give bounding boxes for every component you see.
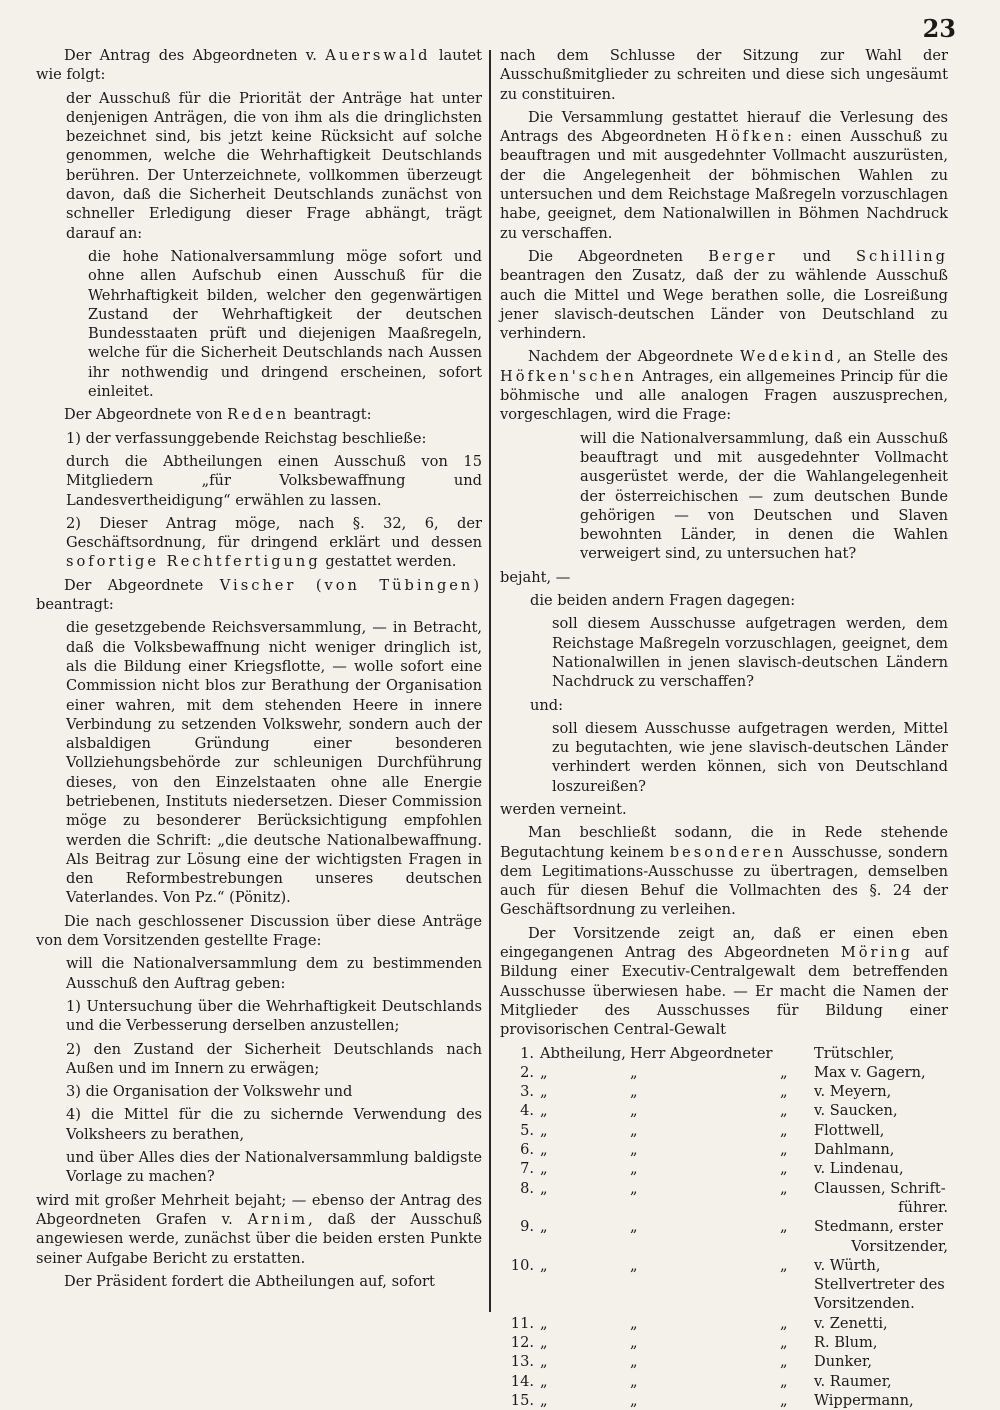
members-table [500, 1044, 948, 1410]
member-no: 2. [520, 1063, 534, 1081]
table-row [500, 1140, 948, 1159]
member-a: „ [540, 1141, 548, 1159]
paragraph: bejaht, — [500, 568, 571, 586]
member-no: 3. [520, 1083, 534, 1101]
member-a: Abtheilung, [540, 1044, 626, 1062]
member-no: 8. [520, 1179, 534, 1197]
member-no: 6. [520, 1141, 534, 1159]
member-b: „ [630, 1353, 638, 1371]
member-b: „ [630, 1160, 638, 1178]
member-no: 12. [510, 1334, 534, 1351]
member-b: „ [630, 1141, 638, 1159]
member-name: v. Lindenau, [814, 1160, 904, 1178]
table-row [500, 1179, 948, 1218]
member-c: „ [780, 1160, 788, 1178]
member-name: Trütschler, [814, 1044, 895, 1062]
table-row [500, 1372, 948, 1391]
member-name: v. Würth, Stellvertreter des Vorsitzenden. [814, 1256, 945, 1313]
member-name: Dahlmann, [814, 1141, 895, 1159]
member-a: „ [540, 1121, 548, 1139]
member-b: „ [630, 1063, 638, 1081]
member-a: „ [540, 1160, 548, 1178]
member-b: „ [630, 1121, 638, 1139]
member-b: „ [630, 1083, 638, 1101]
member-c: „ [780, 1391, 788, 1409]
member-no: 14. [510, 1372, 534, 1390]
paragraph: die gesetzgebende Reichsversammlung, — in Betracht, daß die Volksbewaffnung nicht weniger dringlich ist, als die Bildung einer Kriegsflotte, — wolle sofort eine Commission nicht blos zur Berathung der Organisation einer wahren, mit dem stehenden Heere in innere Verbindung zu setzenden Volkswehr, sondern auch der alsbaldigen Gründung einer besonderen Vollziehungsbehörde zur schleunigen Durchführung dieses, von den Einzelstaaten ohne alle Energie betriebenen, Instituts niedersetzen. Dieser Commission möge zu besonderer Berücksichtigung empfohlen werden die Schrift: „die deutsche Nationalbewaffnung. Als Beitrag zur Lösung eine der wichtigsten Fragen in den Reformbestrebungen unseres deutschen Vaterlandes. Von Pz.“ (Pönitz). [66, 619, 482, 907]
table-row [500, 1333, 948, 1352]
member-name: Flottwell, [814, 1121, 885, 1139]
paragraph: Die Versammlung gestattet hierauf die Verlesung des Antrags des Abgeordneten Höfken: einen Ausschuß zu beauftragen und mit ausgedehnter Vollmacht auszurüsten, der die Angelegenheit der böhmischen Wahlen zu untersuchen und dem Reichstage Maßregeln vorzuschlagen habe, geeignet, dem Nationalwillen in Böhmen Nachdruck zu verschaffen. [500, 108, 948, 242]
member-name: v. Zenetti, [814, 1314, 888, 1332]
paragraph: und: [530, 696, 564, 714]
paragraph: 2) Dieser Antrag möge, nach §. 32, 6, der Geschäftsordnung, für dringend erklärt und dessen sofortige Rechtfertigung gestattet werden. [66, 514, 482, 571]
member-c: „ [780, 1141, 788, 1159]
member-a: „ [540, 1218, 548, 1236]
paragraph: Die nach geschlossener Discussion über diese Anträge von dem Vorsitzenden gestellte Frage: [36, 912, 482, 950]
member-a: „ [540, 1063, 548, 1081]
table-row [500, 1314, 948, 1333]
table-row [500, 1121, 948, 1140]
paragraph: Der Präsident fordert die Abtheilungen auf, sofort [64, 1272, 435, 1290]
paragraph: und über Alles dies der Nationalversammlung baldigste Vorlage zu machen? [66, 1149, 482, 1186]
member-a: „ [540, 1314, 548, 1332]
page-number: 23 [922, 14, 956, 43]
member-no: 7. [520, 1160, 534, 1178]
member-no: 15. [510, 1391, 534, 1409]
paragraph: will die Nationalversammlung, daß ein Ausschuß beauftragt und mit ausgedehnter Vollmacht ausgerüstet werde, der die Wahlangelegenheit der österreichischen — zum deutschen Bunde gehörigen — von Deutschen und Slaven bewohnten Länder, in denen die Wahlen verweigert sind, zu untersuchen hat? [580, 429, 948, 563]
list-item: 1) Untersuchung über die Wehrhaftigkeit Deutschlands und die Verbesserung derselben anzustellen; [66, 997, 482, 1035]
paragraph: 1) der verfassunggebende Reichstag beschließe: [66, 429, 427, 447]
paragraph: wird mit großer Mehrheit bejaht; — ebenso der Antrag des Abgeordneten Grafen v. Arnim, daß der Ausschuß angewiesen werde, zunächst über die beiden ersten Punkte seiner Aufgabe Bericht zu erstatten. [36, 1191, 482, 1267]
member-c: „ [780, 1121, 788, 1139]
member-c: „ [780, 1218, 788, 1236]
member-name: v. Raumer, [814, 1372, 892, 1390]
paragraph: Man beschließt sodann, die in Rede stehende Begutachtung keinem besonderen Ausschusse, sondern dem Legitimations-Ausschusse zu übertragen, demselben auch für diesen Behuf die Vollmachten des §. 24 der Geschäftsordnung zu verleihen. [500, 824, 949, 919]
member-name: v. Saucken, [814, 1102, 898, 1120]
member-b: „ [630, 1179, 638, 1197]
member-b: „ [630, 1391, 638, 1409]
member-c: „ [780, 1372, 788, 1390]
member-a: „ [540, 1256, 548, 1274]
table-row [500, 1159, 948, 1178]
table-row [500, 1256, 948, 1314]
table-row [500, 1101, 948, 1120]
list-item: 4) die Mittel für die zu sichernde Verwendung des Volksheers zu berathen, [66, 1106, 482, 1143]
member-name: v. Meyern, [814, 1083, 892, 1101]
member-extra: Vorsitzender, [851, 1237, 948, 1255]
table-row [500, 1063, 948, 1082]
member-b: „ [630, 1372, 638, 1390]
member-no: 9. [520, 1218, 534, 1236]
member-c: „ [780, 1314, 788, 1332]
member-a: „ [540, 1372, 548, 1390]
member-b: „ [630, 1102, 638, 1120]
member-c: „ [780, 1083, 788, 1101]
member-no: 11. [510, 1314, 534, 1332]
table-row [500, 1391, 948, 1410]
member-c: „ [780, 1063, 788, 1081]
member-no: 10. [510, 1256, 534, 1274]
member-no: 13. [510, 1353, 534, 1371]
member-no: 5. [520, 1121, 534, 1139]
paragraph: Die Abgeordneten Berger und Schilling beantragen den Zusatz, daß der zu wählende Ausschuß auch die Mittel und Wege berathen solle, die Losreißung jener slavisch-deutschen Länder von Deutschland zu verhindern. [500, 247, 949, 343]
paragraph: Der Antrag des Abgeordneten v. Auerswald lautet wie folgt: [36, 47, 482, 84]
paragraph: durch die Abtheilungen einen Ausschuß von 15 Mitgliedern „für Volksbewaffnung und Landesvertheidigung“ erwählen zu lassen. [66, 452, 482, 509]
member-a: „ [540, 1334, 548, 1351]
member-b: „ [630, 1218, 638, 1236]
member-name: Max v. Gagern, [814, 1063, 926, 1081]
member-c [780, 1044, 814, 1063]
member-name: R. Blum, [814, 1334, 878, 1351]
member-a: „ [540, 1391, 548, 1409]
left-column [36, 46, 482, 1295]
paragraph: nach dem Schlusse der Sitzung zur Wahl der Ausschußmitglieder zu schreiten und diese sich ungesäumt zu constituiren. [500, 47, 948, 103]
member-name: Claussen, Schrift- führer. [814, 1179, 948, 1216]
column-rule [489, 50, 491, 1312]
member-a: „ [540, 1353, 548, 1371]
paragraph: der Ausschuß für die Priorität der Anträge hat unter denjenigen Anträgen, die von ihm als die dringlichsten bezeichnet sind, bis jetzt keine Rücksicht auf solche genommen, welche die Wehrhaftigkeit Deutschlands berühren. Der Unterzeichnete, vollkommen überzeugt davon, daß die Sicherheit Deutschlands zunächst von schneller Erledigung dieser Frage abhängt, trägt darauf an: [66, 89, 482, 242]
paragraph: Nachdem der Abgeordnete Wedekind, an Stelle des Höfken'schen Antrages, ein allgemeines Princip für die böhmische und alle analogen Fragen auszusprechen, vorgeschlagen, wird die Frage: [500, 348, 949, 424]
member-name: Stedmann, erster Vorsitzender, [814, 1218, 948, 1255]
member-no: 1. [520, 1044, 534, 1062]
member-b: „ [630, 1256, 638, 1274]
member-name: Dunker, [814, 1353, 872, 1371]
member-b: „ [630, 1314, 638, 1332]
member-a: „ [540, 1179, 548, 1197]
member-c: „ [780, 1102, 788, 1120]
paragraph: die beiden andern Fragen dagegen: [530, 592, 796, 610]
member-c: „ [780, 1353, 788, 1371]
paragraph: Der Abgeordnete Vischer (von Tübingen) beantragt: [36, 576, 483, 614]
list-item: 3) die Organisation der Volkswehr und [66, 1083, 353, 1101]
table-row [500, 1217, 948, 1256]
paragraph: soll diesem Ausschusse aufgetragen werden, dem Reichstage Maßregeln vorzuschlagen, geeignet, dem Nationalwillen in jenen slavisch-deutschen Ländern Nachdruck zu verschaffen? [552, 615, 948, 691]
member-a: „ [540, 1102, 548, 1120]
paragraph: Der Abgeordnete von Reden beantragt: [64, 406, 372, 424]
paragraph: soll diesem Ausschusse aufgetragen werden, Mittel zu begutachten, wie jene slavisch-deutschen Länder verhindert werden können, sich von Deutschland loszureißen? [552, 719, 948, 795]
member-b: „ [630, 1334, 638, 1351]
table-row [500, 1044, 948, 1063]
paragraph: die hohe Nationalversammlung möge sofort und ohne allen Aufschub einen Ausschuß für die Wehrhaftigkeit bilden, welcher den gegenwärtigen Zustand der Wehrhaftigkeit der deutschen Bundesstaaten prüft und diejenigen Maaßregeln, welche für die Sicherheit Deutschlands nach Aussen ihr nothwendig und dringend erscheinen, sofort einleitet. [88, 247, 482, 401]
paragraph: werden verneint. [500, 800, 627, 818]
paragraph: will die Nationalversammlung dem zu bestimmenden Ausschuß den Auftrag geben: [66, 955, 482, 992]
member-c: „ [780, 1334, 788, 1351]
member-b: Herr Abgeordneter [630, 1044, 773, 1062]
member-extra: führer. [898, 1198, 948, 1216]
member-c: „ [780, 1256, 788, 1274]
member-no: 4. [520, 1102, 534, 1120]
table-row [500, 1082, 948, 1101]
member-c: „ [780, 1179, 788, 1197]
paragraph: Der Vorsitzende zeigt an, daß er einen eben eingegangenen Antrag des Abgeordneten Möring auf Bildung einer Executiv-Centralgewalt dem betreffenden Ausschusse überwiesen habe. — Er macht die Namen der Mitglieder des Ausschusses für Bildung einer provisorischen Central-Gewalt [500, 924, 948, 1039]
right-column [500, 46, 948, 1410]
member-a: „ [540, 1083, 548, 1101]
table-row [500, 1352, 948, 1371]
member-name: Wippermann, [814, 1391, 914, 1409]
list-item: 2) den Zustand der Sicherheit Deutschlands nach Außen und im Innern zu erwägen; [66, 1040, 482, 1077]
